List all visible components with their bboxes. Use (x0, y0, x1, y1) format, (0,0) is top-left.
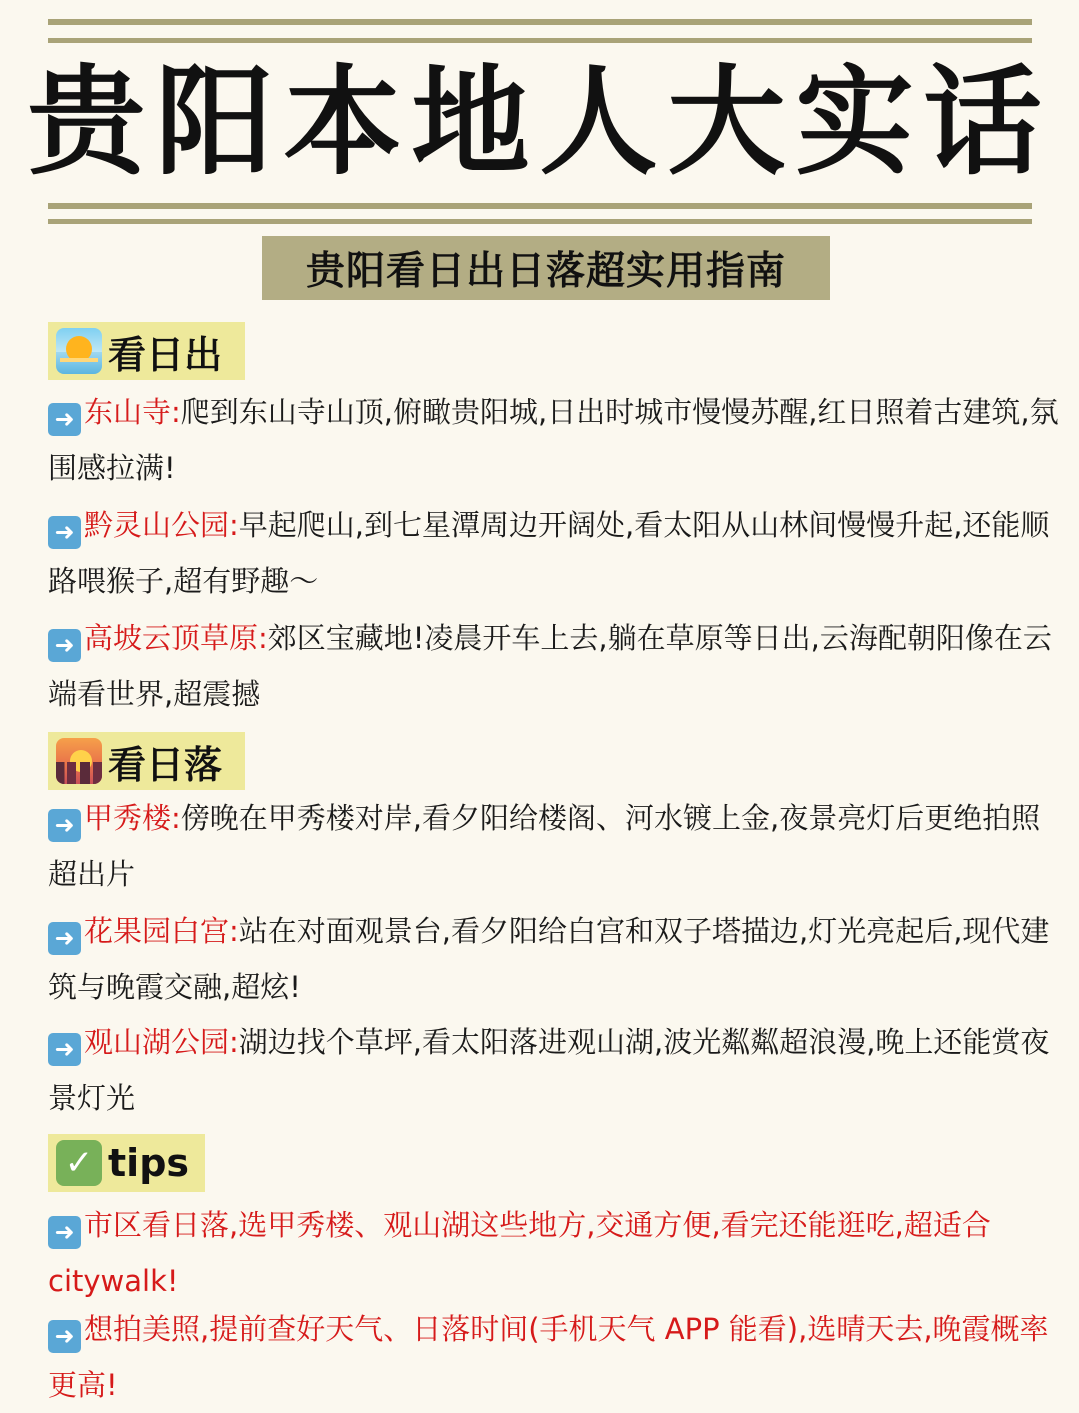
place-name: 花果园白宫: (84, 914, 239, 948)
list-item (48, 384, 1068, 496)
page-title: 贵阳本地人大实话 (27, 53, 1052, 191)
item-text: 郊区宝藏地!凌晨开车上去,躺在草原等日出,云海配朝阳像在云端看世界,超震撼 (48, 621, 1052, 711)
list-item (48, 790, 1068, 902)
section-heading: tips (108, 1141, 190, 1185)
section-heading: 看日落 (108, 742, 223, 787)
bottom-rule-2 (48, 219, 1032, 224)
subtitle: 贵阳看日出日落超实用指南 (305, 249, 786, 294)
right-arrow-icon: ➜ (48, 516, 81, 549)
top-rule-2 (48, 38, 1032, 43)
item-text: 站在对面观景台,看夕阳给白宫和双子塔描边,灯光亮起后,现代建筑与晚霞交融,超炫! (48, 914, 1050, 1004)
list-item (48, 497, 1068, 609)
place-name: 东山寺: (84, 395, 181, 429)
tip-text: 市区看日落,选甲秀楼、观山湖这些地方,交通方便,看完还能逛吃,超适合 citywalk! (48, 1208, 991, 1298)
right-arrow-icon: ➜ (48, 1033, 81, 1066)
bottom-rule-1 (48, 203, 1032, 209)
right-arrow-icon: ➜ (48, 922, 81, 955)
item-text: 爬到东山寺山顶,俯瞰贵阳城,日出时城市慢慢苏醒,红日照着古建筑,氛围感拉满! (48, 395, 1059, 485)
check-mark-icon: ✓ (56, 1140, 102, 1186)
list-item (48, 903, 1068, 1015)
section-tips-heading (48, 1134, 205, 1192)
section-sunrise-heading (48, 322, 245, 380)
top-rule-1 (48, 19, 1032, 25)
item-text: 湖边找个草坪,看太阳落进观山湖,波光粼粼超浪漫,晚上还能赏夜景灯光 (48, 1025, 1050, 1115)
section-heading: 看日出 (108, 332, 223, 377)
list-item (48, 610, 1068, 722)
right-arrow-icon: ➜ (48, 403, 81, 436)
item-text: 早起爬山,到七星潭周边开阔处,看太阳从山林间慢慢升起,还能顺路喂猴子,超有野趣～ (48, 508, 1050, 598)
tip-item (48, 1301, 1068, 1413)
tip-item (48, 1197, 1068, 1309)
tip-text: 想拍美照,提前查好天气、日落时间(手机天气 APP 能看),选晴天去,晚霞概率更高! (48, 1312, 1049, 1402)
place-name: 高坡云顶草原: (84, 621, 268, 655)
item-text: 傍晚在甲秀楼对岸,看夕阳给楼阁、河水镀上金,夜景亮灯后更绝拍照超出片 (48, 801, 1041, 891)
right-arrow-icon: ➜ (48, 629, 81, 662)
subtitle-banner (262, 236, 830, 300)
right-arrow-icon: ➜ (48, 809, 81, 842)
right-arrow-icon: ➜ (48, 1320, 81, 1353)
sunrise-icon (56, 328, 102, 374)
list-item (48, 1014, 1068, 1126)
right-arrow-icon: ➜ (48, 1216, 81, 1249)
place-name: 黔灵山公园: (84, 508, 239, 542)
sunset-icon (56, 738, 102, 784)
section-sunset-heading (48, 732, 245, 790)
place-name: 甲秀楼: (84, 801, 181, 835)
place-name: 观山湖公园: (84, 1025, 239, 1059)
